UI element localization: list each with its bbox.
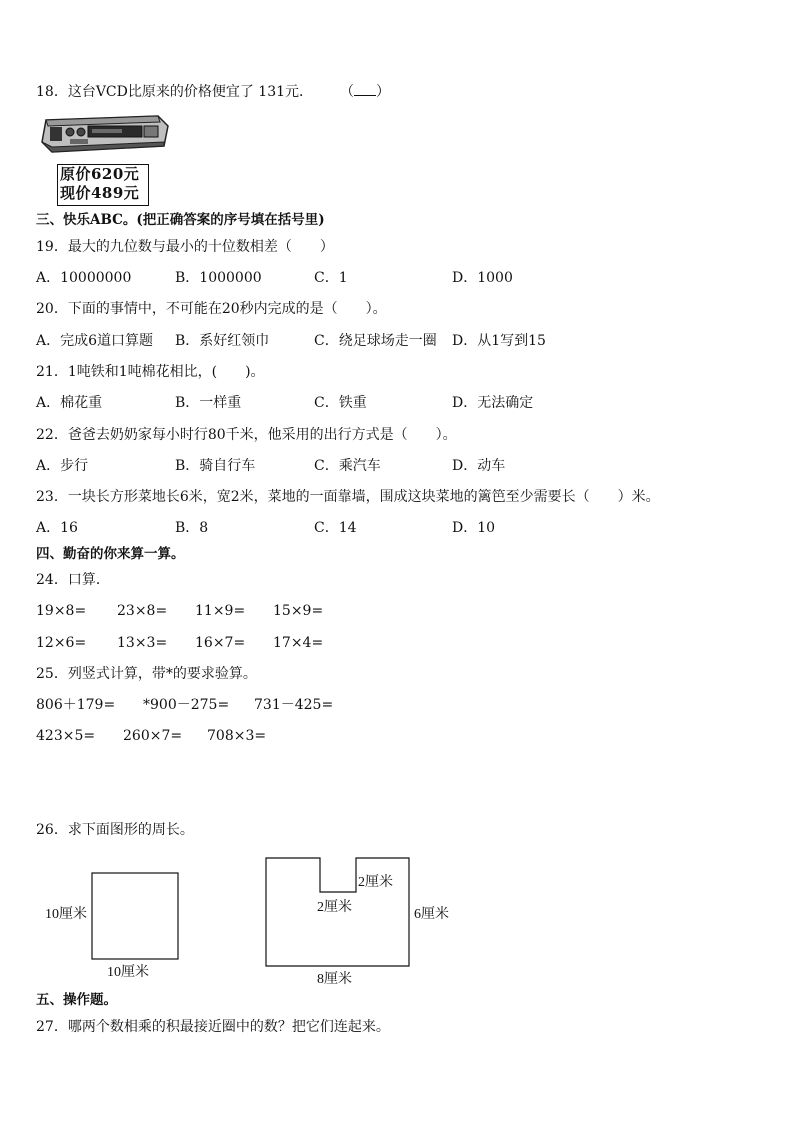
q21-option-c[interactable]: C．铁重 [314,395,367,411]
q20-option-b[interactable]: B．系好红领巾 [175,333,270,349]
section4-title: 四、勤奋的你来算一算。 [36,546,185,562]
q24-r1-c4: 15×9= [273,603,324,619]
q21-option-b[interactable]: B．一样重 [175,395,242,411]
q24-r1-c3: 11×9= [195,603,246,619]
q25-r1-c3: 731－425= [254,697,334,713]
q22-text: 22．爸爸去奶奶家每小时行80千米，他采用的出行方式是（ ）。 [36,427,457,443]
square-bottom-label: 10厘米 [107,965,149,980]
q25-r2-c1: 423×5= [36,728,96,744]
notch-width-label: 2厘米 [317,900,352,915]
q23-option-c[interactable]: C．14 [314,520,357,536]
q22-option-b[interactable]: B．骑自行车 [175,458,256,474]
q24-text: 24．口算． [36,572,110,588]
q22-option-a[interactable]: A．步行 [36,458,89,474]
q22-option-d[interactable]: D．动车 [452,458,506,474]
q21-option-d[interactable]: D．无法确定 [452,395,534,411]
q22-option-c[interactable]: C．乘汽车 [314,458,381,474]
q19-option-b[interactable]: B．1000000 [175,270,262,286]
q26-text: 26．求下面图形的周长。 [36,822,194,838]
q23-text: 23．一块长方形菜地长6米，宽2米，菜地的一面靠墙，围成这块菜地的篱笆至少需要长（ ）米。 [36,489,660,505]
q24-r1-c1: 19×8= [36,603,87,619]
section3-title: 三、快乐ABC。(把正确答案的序号填在括号里) [36,212,325,228]
q25-r1-c1: 806＋179= [36,697,116,713]
q19-option-a[interactable]: A．10000000 [36,270,132,286]
q25-text: 25．列竖式计算，带*的要求验算。 [36,666,257,682]
q18-text: 18．这台VCD比原来的价格便宜了 131元． [36,84,314,100]
q24-r2-c1: 12×6= [36,635,87,651]
q25-r2-c3: 708×3= [207,728,267,744]
q20-option-a[interactable]: A．完成6道口算题 [36,333,154,349]
q18-paren-close: ） [375,84,390,100]
q20-option-d[interactable]: D．从1写到15 [452,333,546,349]
q20-text: 20．下面的事情中，不可能在20秒内完成的是（ ）。 [36,301,387,317]
q19-option-d[interactable]: D．1000 [452,270,513,286]
q18-paren-open: （ [339,84,354,100]
q24-r2-c2: 13×3= [117,635,168,651]
square-figure [92,873,178,959]
shape-right-label: 6厘米 [414,907,449,922]
q23-option-b[interactable]: B．8 [175,520,209,536]
q21-option-a[interactable]: A．棉花重 [36,395,103,411]
notch-depth-label: 2厘米 [358,875,393,890]
section5-title: 五、操作题。 [36,992,117,1008]
square-left-label: 10厘米 [45,907,87,922]
q24-r2-c4: 17×4= [273,635,324,651]
q27-text: 27．哪两个数相乘的积最接近圈中的数？把它们连起来。 [36,1019,390,1035]
q19-option-c[interactable]: C．1 [314,270,348,286]
q24-r2-c3: 16×7= [195,635,246,651]
q25-r1-c2: *900－275= [143,697,230,713]
q25-r2-c2: 260×7= [123,728,183,744]
q24-r1-c2: 23×8= [117,603,168,619]
price-original: 原价620元 [60,165,140,183]
shape-bottom-label: 8厘米 [317,972,352,987]
q19-text: 19．最大的九位数与最小的十位数相差（ ） [36,239,334,255]
q20-option-c[interactable]: C．绕足球场走一圈 [314,333,437,349]
q21-text: 21．1吨铁和1吨棉花相比，( )。 [36,364,265,380]
price-now: 现价489元 [60,184,140,202]
q23-option-a[interactable]: A．16 [36,520,78,536]
q23-option-d[interactable]: D．10 [452,520,496,536]
